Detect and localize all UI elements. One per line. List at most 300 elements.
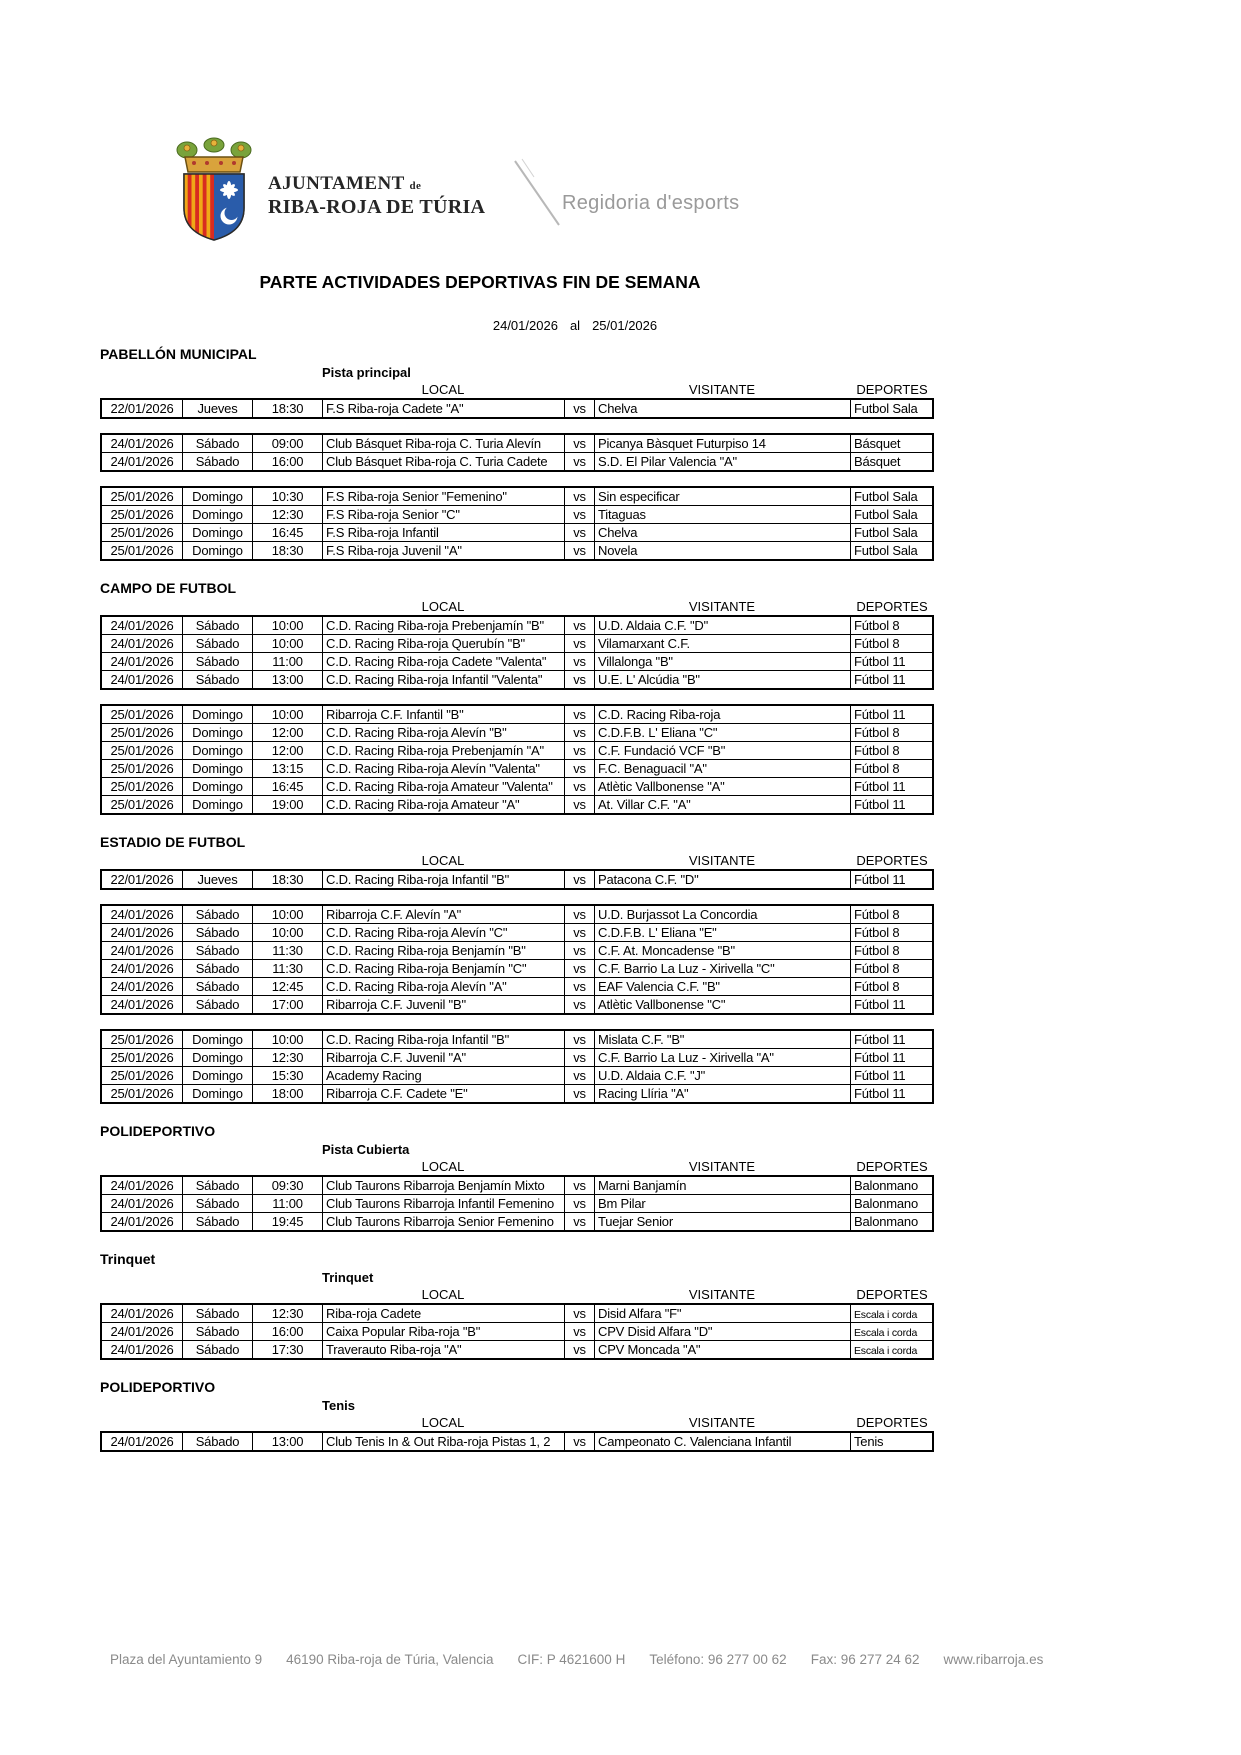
match-local-cell: F.S Riba-roja Senior "C" <box>322 506 564 523</box>
match-sport-cell: Fútbol 8 <box>850 742 932 759</box>
table-row <box>102 1084 932 1102</box>
match-date-cell: 24/01/2026 <box>110 961 174 976</box>
match-group <box>100 1029 934 1104</box>
match-time-cell: 11:30 <box>252 960 322 977</box>
section-court-title: Tenis <box>322 1398 355 1413</box>
vs-label: vs <box>564 617 594 634</box>
footer-fax: Fax: 96 277 24 62 <box>810 1652 920 1667</box>
match-date-cell: 25/01/2026 <box>110 1050 174 1065</box>
match-visitante-cell: Villalonga "B" <box>594 653 850 670</box>
vs-label: vs <box>564 1177 594 1194</box>
vs-label: vs <box>564 996 594 1013</box>
vs-label: vs <box>564 960 594 977</box>
logo <box>170 136 258 249</box>
match-sport-cell: Fútbol 11 <box>850 796 932 813</box>
column-header-spacer <box>102 1159 322 1174</box>
match-date-cell: 24/01/2026 <box>110 1178 174 1193</box>
match-sport-cell: Futbol Sala <box>850 488 932 505</box>
column-header-local: LOCAL <box>421 1287 465 1302</box>
table-row <box>102 941 932 959</box>
match-time-cell: 10:00 <box>252 906 322 923</box>
match-local-cell: C.D. Racing Riba-roja Prebenjamín "B" <box>322 617 564 634</box>
match-sport-cell: Fútbol 8 <box>850 978 932 995</box>
match-sport-cell: Fútbol 8 <box>850 906 932 923</box>
column-header-spacer <box>102 1415 322 1430</box>
footer-city: 46190 Riba-roja de Túria, Valencia <box>286 1652 494 1667</box>
match-local-cell: C.D. Racing Riba-roja Alevín "A" <box>322 978 564 995</box>
match-visitante-cell: C.D.F.B. L' Eliana "C" <box>594 724 850 741</box>
match-date-cell: 24/01/2026 <box>110 1196 174 1211</box>
vs-label: vs <box>564 400 594 417</box>
match-sport-cell: Fútbol 8 <box>850 724 932 741</box>
match-day-cell: Sábado <box>182 617 252 634</box>
vs-label: vs <box>564 871 594 888</box>
column-header-vs-spacer <box>564 1415 594 1430</box>
match-group <box>100 1431 934 1452</box>
match-day-cell: Sábado <box>182 978 252 995</box>
column-header-deportes: DEPORTES <box>856 1287 928 1302</box>
column-header-local: LOCAL <box>421 1415 465 1430</box>
footer-phone: Teléfono: 96 277 00 62 <box>649 1652 787 1667</box>
match-local-cell: Riba-roja Cadete <box>322 1305 564 1322</box>
vs-label: vs <box>564 1341 594 1358</box>
match-sport-cell: Escala i corda <box>850 1305 932 1322</box>
table-row <box>102 977 932 995</box>
match-day-cell: Sábado <box>182 906 252 923</box>
match-visitante-cell: Patacona C.F. "D" <box>594 871 850 888</box>
match-local-cell: F.S Riba-roja Cadete "A" <box>322 400 564 417</box>
match-local-cell: Ribarroja C.F. Infantil "B" <box>322 706 564 723</box>
match-local-cell: Club Básquet Riba-roja C. Turia Cadete <box>322 453 564 470</box>
match-visitante-cell: U.D. Aldaia C.F. "J" <box>594 1067 850 1084</box>
match-date-cell: 24/01/2026 <box>110 654 174 669</box>
column-header-local: LOCAL <box>421 853 465 868</box>
match-visitante-cell: Atlètic Vallbonense "A" <box>594 778 850 795</box>
match-visitante-cell: C.F. At. Moncadense "B" <box>594 942 850 959</box>
section <box>100 1123 934 1232</box>
match-sport-cell: Fútbol 11 <box>850 1031 932 1048</box>
table-row <box>102 959 932 977</box>
match-date-cell: 25/01/2026 <box>110 779 174 794</box>
column-header-vs-spacer <box>564 382 594 397</box>
match-date-cell: 25/01/2026 <box>110 507 174 522</box>
match-date-cell: 24/01/2026 <box>110 1324 174 1339</box>
table-row <box>102 1212 932 1230</box>
match-time-cell: 11:00 <box>252 1195 322 1212</box>
match-visitante-cell: Picanya Bàsquet Futurpiso 14 <box>594 435 850 452</box>
match-local-cell: F.S Riba-roja Senior "Femenino" <box>322 488 564 505</box>
match-date-cell: 24/01/2026 <box>110 907 174 922</box>
match-visitante-cell: CPV Disid Alfara "D" <box>594 1323 850 1340</box>
match-day-cell: Domingo <box>182 1085 252 1102</box>
match-day-cell: Sábado <box>182 453 252 470</box>
column-header-spacer <box>102 853 322 868</box>
match-local-cell: C.D. Racing Riba-roja Amateur "A" <box>322 796 564 813</box>
match-day-cell: Sábado <box>182 1195 252 1212</box>
match-local-cell: Ribarroja C.F. Cadete "E" <box>322 1085 564 1102</box>
match-time-cell: 18:30 <box>252 542 322 559</box>
match-date-cell: 22/01/2026 <box>110 401 174 416</box>
match-group <box>100 1303 934 1360</box>
match-local-cell: Ribarroja C.F. Juvenil "B" <box>322 996 564 1013</box>
match-date-cell: 24/01/2026 <box>110 1306 174 1321</box>
vs-label: vs <box>564 635 594 652</box>
vs-label: vs <box>564 1305 594 1322</box>
column-header-vs-spacer <box>564 599 594 614</box>
match-day-cell: Sábado <box>182 653 252 670</box>
column-header-spacer <box>102 382 322 397</box>
match-local-cell: Club Taurons Ribarroja Infantil Femenino <box>322 1195 564 1212</box>
match-visitante-cell: Racing Llíria "A" <box>594 1085 850 1102</box>
vs-label: vs <box>564 906 594 923</box>
vs-label: vs <box>564 653 594 670</box>
section-venue-title: CAMPO DE FUTBOL <box>100 580 237 596</box>
header-divider-line <box>512 158 564 235</box>
match-sport-cell: Fútbol 8 <box>850 617 932 634</box>
match-time-cell: 12:00 <box>252 724 322 741</box>
table-row <box>102 1340 932 1358</box>
match-time-cell: 12:00 <box>252 742 322 759</box>
match-visitante-cell: C.D.F.B. L' Eliana "E" <box>594 924 850 941</box>
table-row <box>102 741 932 759</box>
match-time-cell: 10:30 <box>252 488 322 505</box>
match-day-cell: Sábado <box>182 635 252 652</box>
match-date-cell: 25/01/2026 <box>110 543 174 558</box>
match-day-cell: Sábado <box>182 1305 252 1322</box>
match-local-cell: F.S Riba-roja Juvenil "A" <box>322 542 564 559</box>
match-time-cell: 16:45 <box>252 778 322 795</box>
match-date-cell: 25/01/2026 <box>110 525 174 540</box>
vs-label: vs <box>564 671 594 688</box>
match-local-cell: Caixa Popular Riba-roja "B" <box>322 1323 564 1340</box>
section-venue-title: ESTADIO DE FUTBOL <box>100 834 246 850</box>
section-court-title: Pista principal <box>322 365 411 380</box>
match-local-cell: Academy Racing <box>322 1067 564 1084</box>
table-row <box>102 1066 932 1084</box>
table-row <box>102 706 932 723</box>
footer-address: Plaza del Ayuntamiento 9 <box>110 1652 263 1667</box>
vs-label: vs <box>564 1085 594 1102</box>
match-date-cell: 25/01/2026 <box>110 1068 174 1083</box>
match-time-cell: 19:45 <box>252 1213 322 1230</box>
match-sport-cell: Balonmano <box>850 1177 932 1194</box>
column-headers <box>100 853 934 868</box>
table-row <box>102 634 932 652</box>
match-day-cell: Domingo <box>182 706 252 723</box>
match-date-cell: 25/01/2026 <box>110 797 174 812</box>
match-visitante-cell: Campeonato C. Valenciana Infantil <box>594 1433 850 1450</box>
match-visitante-cell: Vilamarxant C.F. <box>594 635 850 652</box>
column-header-deportes: DEPORTES <box>856 599 928 614</box>
vs-label: vs <box>564 706 594 723</box>
match-time-cell: 12:30 <box>252 506 322 523</box>
match-day-cell: Domingo <box>182 488 252 505</box>
match-day-cell: Sábado <box>182 996 252 1013</box>
match-day-cell: Sábado <box>182 1177 252 1194</box>
match-visitante-cell: F.C. Benaguacil "A" <box>594 760 850 777</box>
date-range <box>100 318 1050 333</box>
match-visitante-cell: CPV Moncada "A" <box>594 1341 850 1358</box>
match-sport-cell: Básquet <box>850 435 932 452</box>
match-time-cell: 19:00 <box>252 796 322 813</box>
match-group <box>100 398 934 419</box>
match-day-cell: Jueves <box>182 871 252 888</box>
footer-website: www.ribarroja.es <box>943 1652 1044 1667</box>
match-day-cell: Sábado <box>182 942 252 959</box>
match-date-cell: 24/01/2026 <box>110 1342 174 1357</box>
vs-label: vs <box>564 1031 594 1048</box>
section-venue-title: Trinquet <box>100 1251 156 1267</box>
table-row <box>102 1433 932 1450</box>
column-header-visitante: VISITANTE <box>688 599 756 614</box>
match-day-cell: Jueves <box>182 400 252 417</box>
match-visitante-cell: Novela <box>594 542 850 559</box>
match-local-cell: C.D. Racing Riba-roja Alevín "B" <box>322 724 564 741</box>
match-time-cell: 11:00 <box>252 653 322 670</box>
table-row <box>102 759 932 777</box>
match-time-cell: 18:00 <box>252 1085 322 1102</box>
match-time-cell: 17:30 <box>252 1341 322 1358</box>
column-headers <box>100 1159 934 1174</box>
match-time-cell: 10:00 <box>252 617 322 634</box>
match-date-cell: 24/01/2026 <box>110 454 174 469</box>
match-date-cell: 24/01/2026 <box>110 997 174 1012</box>
match-visitante-cell: U.D. Burjassot La Concordia <box>594 906 850 923</box>
match-day-cell: Domingo <box>182 724 252 741</box>
match-time-cell: 13:00 <box>252 671 322 688</box>
section <box>100 580 934 815</box>
match-group <box>100 869 934 890</box>
match-date-cell: 25/01/2026 <box>110 489 174 504</box>
match-date-cell: 25/01/2026 <box>110 761 174 776</box>
page-title: PARTE ACTIVIDADES DEPORTIVAS FIN DE SEMANA <box>259 272 701 292</box>
match-date-cell: 24/01/2026 <box>110 636 174 651</box>
match-visitante-cell: Sin especificar <box>594 488 850 505</box>
match-local-cell: Club Taurons Ribarroja Senior Femenino <box>322 1213 564 1230</box>
vs-label: vs <box>564 542 594 559</box>
match-day-cell: Sábado <box>182 435 252 452</box>
match-time-cell: 16:00 <box>252 453 322 470</box>
column-header-deportes: DEPORTES <box>856 1159 928 1174</box>
match-sport-cell: Fútbol 8 <box>850 924 932 941</box>
match-group <box>100 704 934 815</box>
match-date-cell: 24/01/2026 <box>110 1214 174 1229</box>
match-visitante-cell: Mislata C.F. "B" <box>594 1031 850 1048</box>
table-row <box>102 488 932 505</box>
match-sport-cell: Tenis <box>850 1433 932 1450</box>
match-group <box>100 904 934 1015</box>
table-row <box>102 1031 932 1048</box>
match-day-cell: Domingo <box>182 1031 252 1048</box>
match-day-cell: Sábado <box>182 960 252 977</box>
match-sport-cell: Futbol Sala <box>850 506 932 523</box>
match-time-cell: 17:00 <box>252 996 322 1013</box>
match-sport-cell: Futbol Sala <box>850 524 932 541</box>
table-row <box>102 652 932 670</box>
match-visitante-cell: Disid Alfara "F" <box>594 1305 850 1322</box>
column-header-local: LOCAL <box>421 1159 465 1174</box>
org-name <box>268 174 485 217</box>
section <box>100 1379 934 1452</box>
match-date-cell: 24/01/2026 <box>110 672 174 687</box>
table-row <box>102 995 932 1013</box>
match-time-cell: 09:30 <box>252 1177 322 1194</box>
match-visitante-cell: Titaguas <box>594 506 850 523</box>
match-local-cell: C.D. Racing Riba-roja Cadete "Valenta" <box>322 653 564 670</box>
match-local-cell: C.D. Racing Riba-roja Prebenjamín "A" <box>322 742 564 759</box>
table-row <box>102 906 932 923</box>
match-time-cell: 12:30 <box>252 1049 322 1066</box>
match-group <box>100 486 934 561</box>
match-time-cell: 18:30 <box>252 400 322 417</box>
footer <box>110 1652 1043 1667</box>
section-venue-title: PABELLÓN MUNICIPAL <box>100 346 257 362</box>
match-sport-cell: Fútbol 11 <box>850 671 932 688</box>
match-local-cell: C.D. Racing Riba-roja Infantil "B" <box>322 871 564 888</box>
match-local-cell: C.D. Racing Riba-roja Benjamín "C" <box>322 960 564 977</box>
match-visitante-cell: U.E. L' Alcúdia "B" <box>594 671 850 688</box>
vs-label: vs <box>564 924 594 941</box>
match-local-cell: C.D. Racing Riba-roja Amateur "Valenta" <box>322 778 564 795</box>
match-local-cell: Ribarroja C.F. Juvenil "A" <box>322 1049 564 1066</box>
match-local-cell: Ribarroja C.F. Alevín "A" <box>322 906 564 923</box>
table-row <box>102 1305 932 1322</box>
match-visitante-cell: Atlètic Vallbonense "C" <box>594 996 850 1013</box>
match-day-cell: Sábado <box>182 1323 252 1340</box>
vs-label: vs <box>564 1067 594 1084</box>
match-day-cell: Sábado <box>182 1213 252 1230</box>
match-group <box>100 433 934 472</box>
match-sport-cell: Escala i corda <box>850 1341 932 1358</box>
match-day-cell: Sábado <box>182 1433 252 1450</box>
match-time-cell: 10:00 <box>252 706 322 723</box>
table-row <box>102 1322 932 1340</box>
table-row <box>102 777 932 795</box>
match-time-cell: 18:30 <box>252 871 322 888</box>
match-local-cell: C.D. Racing Riba-roja Infantil "B" <box>322 1031 564 1048</box>
table-row <box>102 1194 932 1212</box>
org-name-de: de <box>409 180 422 192</box>
match-local-cell: C.D. Racing Riba-roja Alevín "C" <box>322 924 564 941</box>
vs-label: vs <box>564 778 594 795</box>
match-sport-cell: Fútbol 11 <box>850 778 932 795</box>
vs-label: vs <box>564 942 594 959</box>
match-visitante-cell: Bm Pilar <box>594 1195 850 1212</box>
match-sport-cell: Fútbol 11 <box>850 1049 932 1066</box>
column-header-visitante: VISITANTE <box>688 1415 756 1430</box>
match-visitante-cell: C.F. Barrio La Luz - Xirivella "A" <box>594 1049 850 1066</box>
column-header-local: LOCAL <box>421 599 465 614</box>
match-time-cell: 15:30 <box>252 1067 322 1084</box>
column-header-visitante: VISITANTE <box>688 1287 756 1302</box>
table-row <box>102 523 932 541</box>
match-date-cell: 24/01/2026 <box>110 925 174 940</box>
match-date-cell: 24/01/2026 <box>110 943 174 958</box>
match-group <box>100 615 934 690</box>
table-row <box>102 670 932 688</box>
match-local-cell: C.D. Racing Riba-roja Benjamín "B" <box>322 942 564 959</box>
vs-label: vs <box>564 453 594 470</box>
table-row <box>102 452 932 470</box>
vs-label: vs <box>564 978 594 995</box>
table-row <box>102 923 932 941</box>
table-row <box>102 505 932 523</box>
column-header-deportes: DEPORTES <box>856 382 928 397</box>
column-header-deportes: DEPORTES <box>856 853 928 868</box>
match-local-cell: Traverauto Riba-roja "A" <box>322 1341 564 1358</box>
org-name-line2: RIBA-ROJA DE TÚRIA <box>268 196 486 218</box>
match-sport-cell: Futbol Sala <box>850 400 932 417</box>
section-venue-title: POLIDEPORTIVO <box>100 1123 216 1139</box>
match-day-cell: Domingo <box>182 760 252 777</box>
section-court-title: Pista Cubierta <box>322 1142 410 1157</box>
match-time-cell: 10:00 <box>252 924 322 941</box>
match-sport-cell: Fútbol 8 <box>850 635 932 652</box>
vs-label: vs <box>564 506 594 523</box>
match-sport-cell: Fútbol 8 <box>850 960 932 977</box>
column-header-vs-spacer <box>564 1287 594 1302</box>
vs-label: vs <box>564 435 594 452</box>
match-day-cell: Sábado <box>182 671 252 688</box>
column-headers <box>100 382 934 397</box>
date-from: 24/01/2026 <box>492 318 558 333</box>
match-visitante-cell: C.F. Barrio La Luz - Xirivella "C" <box>594 960 850 977</box>
match-date-cell: 22/01/2026 <box>110 872 174 887</box>
column-header-visitante: VISITANTE <box>688 1159 756 1174</box>
match-time-cell: 12:45 <box>252 978 322 995</box>
match-day-cell: Sábado <box>182 924 252 941</box>
date-separator: al <box>569 318 581 333</box>
column-header-vs-spacer <box>564 1159 594 1174</box>
match-local-cell: Club Básquet Riba-roja C. Turia Alevín <box>322 435 564 452</box>
match-date-cell: 25/01/2026 <box>110 1032 174 1047</box>
column-header-deportes: DEPORTES <box>856 1415 928 1430</box>
coat-of-arms-icon <box>170 136 258 244</box>
match-sport-cell: Fútbol 11 <box>850 1067 932 1084</box>
match-sport-cell: Fútbol 8 <box>850 760 932 777</box>
match-sport-cell: Fútbol 11 <box>850 1085 932 1102</box>
match-sport-cell: Balonmano <box>850 1195 932 1212</box>
column-header-spacer <box>102 1287 322 1302</box>
table-row <box>102 435 932 452</box>
match-day-cell: Domingo <box>182 1067 252 1084</box>
match-day-cell: Domingo <box>182 524 252 541</box>
table-row <box>102 871 932 888</box>
match-time-cell: 10:00 <box>252 1031 322 1048</box>
match-group <box>100 1175 934 1232</box>
department-name: Regidoria d'esports <box>562 192 740 214</box>
match-time-cell: 09:00 <box>252 435 322 452</box>
column-header-local: LOCAL <box>421 382 465 397</box>
vs-label: vs <box>564 1049 594 1066</box>
match-date-cell: 24/01/2026 <box>110 436 174 451</box>
match-visitante-cell: C.D. Racing Riba-roja <box>594 706 850 723</box>
match-day-cell: Domingo <box>182 1049 252 1066</box>
vs-label: vs <box>564 1195 594 1212</box>
match-local-cell: Club Tenis In & Out Riba-roja Pistas 1, 2 <box>322 1433 564 1450</box>
section <box>100 1251 934 1360</box>
column-header-visitante: VISITANTE <box>688 382 756 397</box>
match-time-cell: 13:00 <box>252 1433 322 1450</box>
vs-label: vs <box>564 796 594 813</box>
vs-label: vs <box>564 488 594 505</box>
vs-label: vs <box>564 760 594 777</box>
match-visitante-cell: Chelva <box>594 400 850 417</box>
org-name-line1: AJUNTAMENT de <box>268 173 422 194</box>
match-date-cell: 25/01/2026 <box>110 743 174 758</box>
match-sport-cell: Escala i corda <box>850 1323 932 1340</box>
match-day-cell: Domingo <box>182 506 252 523</box>
